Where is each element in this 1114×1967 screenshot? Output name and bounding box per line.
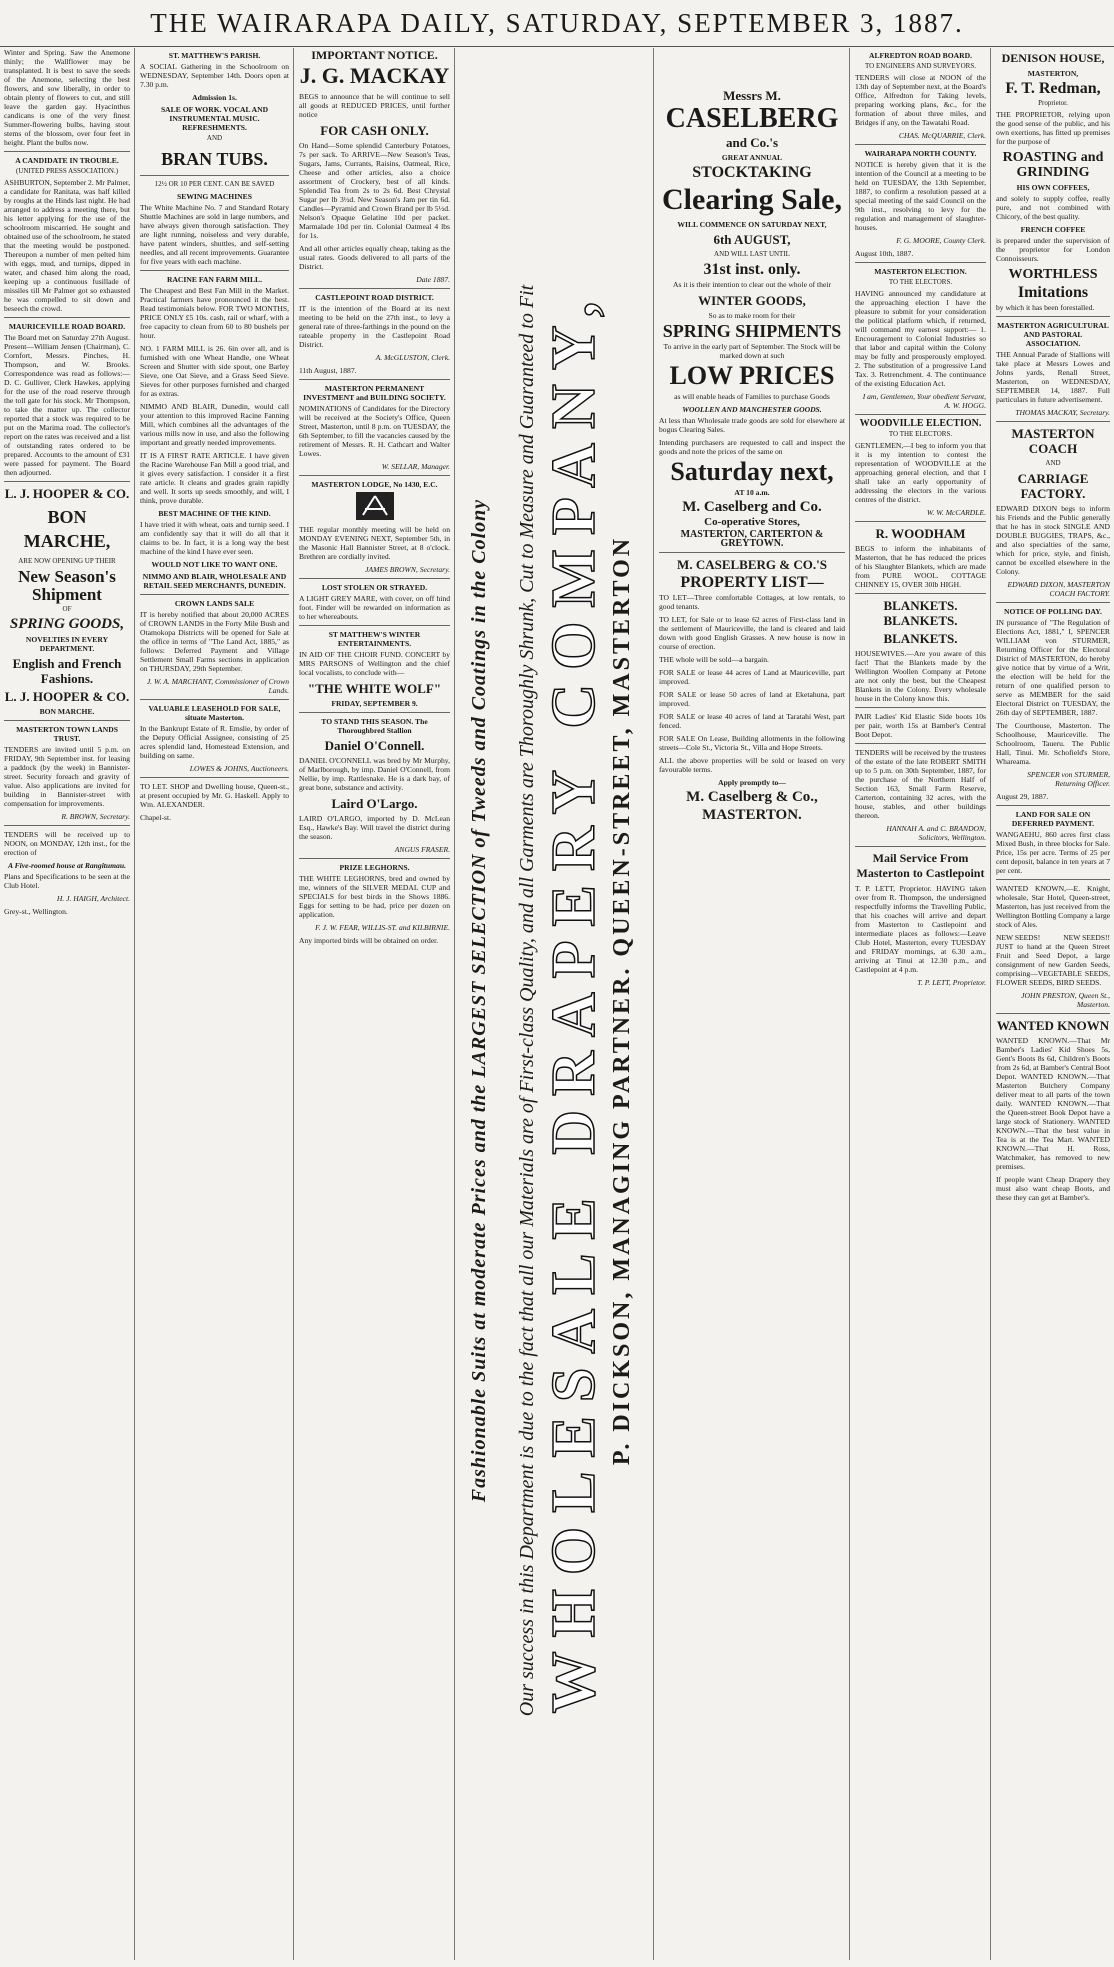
notice-title: IMPORTANT NOTICE.: [311, 48, 438, 62]
notice-body: WANTED KNOWN,—E. Knight, wholesale, Star Hotel, Queen-street, Masterton, has just received from the Wellington Bottling Company a large stock of Ales.: [996, 884, 1110, 929]
column-1: [0, 48, 135, 1960]
advert-text: NOVELTIES IN EVERY DEPARTMENT.: [25, 635, 109, 653]
advert-subtitle: BEST MACHINE OF THE KIND.: [158, 509, 271, 518]
advert-body: NIMMO AND BLAIR, Dunedin, would call your attention to this improved Racine Fanning Mill, which combines all the advantages of the various mills now in use, and also the following important and greatly needed improvements.: [140, 402, 289, 447]
advert-text: AND: [1045, 459, 1061, 467]
column-footer: Any imported birds will be obtained on order.: [299, 936, 439, 945]
advert-body: THE PROPRIETOR, relying upon the good sense of the public, and his own exertions, has fitted up premises for the purpose of: [996, 110, 1110, 146]
advert-date: Date 1887.: [416, 275, 450, 284]
notice-body: LAIRD O'LARGO, imported by D. McLean Esq., Hawke's Bay. Will travel the district during the season.: [299, 814, 450, 841]
advert-text: SPRING GOODS,: [9, 616, 125, 632]
notice-title: PRIZE LEGHORNS.: [339, 863, 410, 872]
advert-signature: NIMMO AND BLAIR, WHOLESALE AND RETAIL SEED MERCHANTS, DUNEDIN.: [142, 572, 287, 590]
notice-body: TENDERS are invited until 5 p.m. on FRIDAY, 9th September inst. for leasing a paddock (by the week) in Bannister-street. Security foreach and gravity of value. Also applications are invited for building in Bannister-street with compensation for improvements.: [4, 745, 130, 808]
advert-subtitle: WOULD NOT LIKE TO WANT ONE.: [151, 560, 278, 569]
advert-body: HOUSEWIVES.—Are you aware of this fact! That the Blankets made by the Wellington Woollen Company at Petone are not only the best, but the Cheapest Blankets in the Colony. Every wholesale house in the Colony know this.: [855, 649, 986, 703]
notice-subtitle: Daniel O'Connell.: [324, 738, 425, 753]
column-7: [992, 48, 1114, 1960]
advert-text: AT 10 a.m.: [734, 488, 770, 497]
advert-text: L. J. HOOPER & CO.: [4, 689, 130, 704]
notice-title: MASTERTON AGRICULTURAL AND PASTORAL ASSOCIATION.: [997, 321, 1109, 348]
seeds-heading-right: NEW SEEDS!!: [1063, 933, 1110, 942]
notice-body: In the Bankrupt Estate of R. Emslie, by order of the Deputy Official Assignee, consisting of 25 acres splendid land, Homestead Extension, and building on same.: [140, 724, 289, 760]
notice-text: Admission 1s.: [192, 93, 237, 102]
advert-headline: Clearing Sale,: [662, 183, 842, 216]
advert-body: T. P. LETT, Proprietor. HAVING taken over from R. Thompson, the undersigned respectfully informs the Travelling Public, that his coaches will arrive and depart from Masterton to Castlepoint and intermediate places as follows:—Leave Club Hotel, Masterton, every TUESDAY and FRIDAY mornings, at 6.30 a.m., arriving at Tinui at 12.30 p.m., and Castlepoint at 4 p.m.: [855, 884, 986, 974]
notice-signature: CHAS. McQUARRIE, Clerk.: [898, 131, 986, 140]
advert-headline: WORTHLESS: [1008, 267, 1098, 282]
advert-text: English and French Fashions.: [12, 656, 122, 686]
notice-title: MASTERTON LODGE, No 1430, E.C.: [311, 480, 438, 489]
advert-body: JUST to hand at the Queen Street Fruit and Seed Depot, a large consignment of new Garden Seeds, comprising—VEGETABLE SEEDS, FLOWER SEEDS, BIRD SEEDS.: [996, 942, 1110, 987]
notice-title: CASTLEPOINT ROAD DISTRICT.: [315, 293, 434, 302]
advert-headline: Saturday next,: [670, 457, 834, 486]
advert-title: Mail Service From Masterton to Castlepoint: [856, 851, 985, 880]
property-item: TO LET—Three comfortable Cottages, at low rentals, to good tenants.: [659, 593, 845, 611]
notice-body: IN AID OF THE CHOIR FUND. CONCERT by MRS PARSONS of Wellington and the chief local vocalists, to conclude with—: [299, 650, 450, 677]
notice-body: A SOCIAL Gathering in the Schoolroom on WEDNESDAY, September 14th. Doors open at 7.30 p.m.: [140, 62, 289, 89]
advert-title: L. J. HOOPER & CO.: [4, 486, 130, 501]
advert-body: and solely to supply coffee, really pure, and not combined with Chicory, of the best quality.: [996, 194, 1110, 221]
property-item: FOR SALE or lease 50 acres of land at Eketahuna, part improved.: [659, 690, 845, 708]
notice-date: 11th August, 1887.: [299, 366, 357, 375]
property-item: ALL the above properties will be sold or leased on very favourable terms.: [659, 756, 845, 774]
advert-body: BEGS to announce that he will continue to sell all goods at REDUCED PRICES, until further notice: [299, 92, 450, 119]
advert-title: RACINE FAN FARM MILL.: [166, 275, 263, 284]
notice-title: MASTERTON ELECTION.: [874, 267, 967, 276]
advert-subtitle: PROPERTY LIST—: [680, 574, 824, 591]
advert-signature: T. P. LETT, Proprietor.: [917, 978, 986, 987]
notice-title: NOTICE OF POLLING DAY.: [1004, 607, 1102, 616]
advert-headline: WHOLESALE DRAPERY COMPANY,: [540, 287, 609, 1714]
notice-title: ST. MATTHEW'S PARISH.: [168, 51, 261, 60]
advert-text: OF: [62, 605, 72, 613]
seeds-heading-left: NEW SEEDS!: [996, 933, 1041, 942]
advert-body: IT IS A FIRST RATE ARTICLE. I have given the Racine Warehouse Fan Mill a good trial, and it gives every satisfaction. I consider it a first rate article. It cleans and grades grain rapidly and well. It sorts up seeds smoothly, and will, I think, prove durable.: [140, 451, 289, 505]
notice-signature: A. McGLUSTON, Clerk.: [375, 353, 450, 362]
advert-text: MASTERTON, CARTERTON & GREYTOWN.: [680, 529, 824, 549]
notice-signature: J. W. A. MARCHANT, Commissioner of Crown Lands.: [146, 677, 289, 695]
advert-title: DENISON HOUSE,: [1001, 51, 1105, 65]
advert-signature: JOHN PRESTON, Queen St., Masterton.: [1021, 991, 1110, 1009]
notice-title: CROWN LANDS SALE: [174, 599, 255, 608]
advert-text: Apply promptly to—: [718, 778, 786, 787]
notice-body: TENDERS will close at NOON of the 13th day of September next, at the Board's Office, Alfredton for Taking levels, preparing working plans, &c., for the formation of about three miles, and Bridges if any, on the Tawatahi Road.: [855, 73, 986, 127]
masonic-emblem-icon: [299, 491, 450, 523]
article-title: A CANDIDATE IN TROUBLE.: [15, 156, 119, 165]
notice-body: TENDERS will be received up to NOON, on MONDAY, 12th inst., for the erection of: [4, 830, 130, 857]
advert-body: BEGS to inform the inhabitants of Masterton, that he has reduced the prices of his Slaughter Blankets, which are made from PURE WOOL. COTTAGE CHINNEY 15, OVER 30lb HIGH.: [855, 544, 986, 589]
advert-signature: EDWARD DIXON, MASTERTON COACH FACTORY.: [1007, 580, 1110, 598]
notice-body: NOMINATIONS of Candidates for the Directory will be received at the Society's Office, Queen Street, Masterton, until 8 p.m. on TUESDAY, the 6th September, to fill the vacancies caused by the retirement of Messrs. R. H. Cathcart and Walter Lowes.: [299, 404, 450, 458]
advert-text: 12½ OR 10 PER CENT. CAN BE SAVED: [154, 180, 275, 188]
notice-signature: JAMES BROWN, Secretary.: [365, 565, 450, 574]
advert-title: SEWING MACHINES: [177, 192, 252, 201]
notice-signature: SPENCER von STURMER, Returning Officer.: [1027, 770, 1110, 788]
advert-text: AND WILL LAST UNTIL: [714, 250, 790, 258]
notice-signature: THOMAS MACKAY, Secretary.: [1015, 408, 1110, 417]
advert-title: BLANKETS.: [883, 631, 958, 646]
advert-text: FRENCH COFFEE: [1020, 225, 1086, 234]
advert-title: F. T. Redman,: [1005, 80, 1101, 97]
notice-title: LOST STOLEN OR STRAYED.: [321, 583, 428, 592]
notice-title: MASTERTON TOWN LANDS TRUST.: [16, 725, 118, 743]
column-2: [136, 48, 294, 1960]
advert-subtitle: FOR CASH ONLY.: [320, 123, 429, 138]
advert-body: by which it has been forestalled.: [996, 303, 1095, 312]
advert-title: CASELBERG: [665, 103, 839, 134]
advert-text: STOCKTAKING: [692, 164, 812, 181]
advert-title: R. WOODHAM: [875, 526, 966, 541]
column-3: [295, 48, 455, 1960]
notice-signature: R. BROWN, Secretary.: [61, 812, 130, 821]
advert-text: SPRING SHIPMENTS: [662, 321, 842, 341]
notice-body: THE regular monthly meeting will be held on MONDAY EVENING NEXT, September 5th, in the Masonic Hall Bannister Street, at 8 o'clock. Brethren are cordially invited.: [299, 525, 450, 561]
advert-text: as will enable heads of Families to purchase Goods: [674, 392, 830, 401]
notice-body: THE Annual Parade of Stallions will take place at Messrs Lowes and Johns yards, Renall Street, Masterton, on WEDNESDAY, SEPTEMBER 14, 1887. Full particulars in future advertisement.: [996, 350, 1110, 404]
advert-text: WOOLLEN AND MANCHESTER GOODS.: [682, 405, 822, 414]
notice-signature: W. SELLAR, Manager.: [381, 462, 450, 471]
advert-text: and Co.'s: [725, 135, 779, 150]
notice-title: ALFREDTON ROAD BOARD.: [868, 51, 973, 60]
advert-title: J. G. MACKAY: [299, 63, 450, 88]
gardening-article: Winter and Spring. Saw the Anemone thinly; the Wallflower may be transplanted. It is best to save the seeds of the Anemone, selecting the best flowers, and sow liberally, in order to obtain plenty of flowers to cut, and still leave the garden gay. Hyacinthus candicans is one of the very finest Summer-flowering bulbs, having stout stems of the blossom, over four feet in height. Plant the bulbs now.: [4, 48, 130, 147]
column-5: [655, 48, 850, 1960]
rotated-advert: [456, 48, 646, 1953]
advert-text: Shipment: [32, 585, 102, 604]
notice-body: GENTLEMEN,—I beg to inform you that it is my intention to contest the representation of WOODVILLE at the approaching general election, and that I shall take an early opportunity of addressing the electors in the various centres of the district.: [855, 441, 986, 504]
advert-text: MASTERTON,: [1027, 69, 1079, 78]
advert-body: EDWARD DIXON begs to inform his Friends and the Public generally that he has in stock SINGLE AND DOUBLE BUGGIES, TRAPS, &c., and also specialties of the same, which for price, style, and finish, cannot be excelled elsewhere in the Colony.: [996, 504, 1110, 576]
notice-title: TO STAND THIS SEASON. The Thoroughbred Stallion: [321, 717, 428, 735]
advert-line: Fashionable Suits at moderate Prices and the LARGEST SELECTION of Tweeds and Coatings in the Colony: [468, 498, 491, 1503]
notice-text: SALE OF WORK. VOCAL AND INSTRUMENTAL MUSIC. REFRESHMENTS.: [160, 105, 269, 132]
notice-signature: F. J. W. FEAR, WILLIS-ST. and KILBIRNIE.: [315, 923, 450, 932]
advert-title: MASTERTON COACH: [1011, 426, 1095, 456]
notice-body: IT is the intention of the Board at its next meeting to be held on the 27th inst., to levy a general rate of three-farthings in the pound on the rateable property in the Castlepoint Road District.: [299, 304, 450, 349]
notice-body: IT is hereby notified that about 20,000 ACRES of CROWN LANDS in the Forty Mile Bush and Otamokopa Districts will be opened for Sale at the office in terms of "The Land Act, 1885," as follows: Deferred Payment and Village Settlement Small Farms sections in application on THURSDAY, 29th September.: [140, 610, 289, 673]
notice-signature: F. G. MOORE, County Clerk.: [896, 236, 986, 245]
column-footer: If people want Cheap Drapery they must also want cheap Boots, and these they can get at Bamber's.: [996, 1175, 1110, 1202]
advert-text: GREAT ANNUAL: [721, 153, 783, 162]
notice-text: "THE WHITE WOLF": [307, 681, 442, 696]
notice-body: The Courthouse, Masterton. The Schoolhouse, Mauriceville. The Schoolroom, Taueru. The Public Hall, Tinui. Mr. Schofield's Store, Whareama.: [996, 721, 1110, 766]
notice-subtitle: TO THE ELECTORS.: [888, 430, 953, 438]
notice-date: August 29, 1887.: [996, 792, 1049, 801]
notice-body: WANTED KNOWN.—That Mr Bamber's Ladies' Kid Shoes 5s, Gent's Boots 8s 6d, Children's Boots from 2s 6d, at Bamber's Central Boot Depot. WANTED KNOWN.—That Masterton Butchery Company deliver meat to all parts of the town daily. WANTED KNOWN.—That the Queen-street Book Depot have a large stock of Stationery. WANTED KNOWN.—That the best value in Tea is at the Tea Mart. WANTED KNOWN.—That H. Ross, Watchmaker, has removed to new premises.: [996, 1036, 1110, 1171]
notice-subtitle: TO THE ELECTORS.: [888, 278, 953, 286]
article-body: ASHBURTON, September 2. Mr Palmer, a candidate for Ranitata, was half killed by roughs at the Hinds last night. He had arranged to address a meeting there, but his letter applying for the use of the schoolroom miscarried. He sought and obtained use of the schoolroom, he stated that the meeting would be postponed. Thereupon a number of men pelted him with eggs, mud, and turnips, dipped in water, and chased him along the road, keeping up a continuous fusillade of missiles till Mr Palmer got so exhausted he was compelled to sit down and beseech the crowd.: [4, 178, 130, 313]
notice-title: VALUABLE LEASEHOLD FOR SALE, situate Masterton.: [148, 704, 281, 722]
notice-signature: ANGUS FRASER.: [394, 845, 450, 854]
notice-body: WANGAEHU, 860 acres first class Mixed Bush, in three blocks for Sale. Price, 15s per acre. Terms of 25 per cent deposit, balance in ten years at 7 per cent.: [996, 830, 1110, 875]
advert-text: Proprietor.: [1038, 99, 1068, 107]
advert-text: As it is their intention to clear out the whole of their: [673, 280, 831, 289]
advert-store: BON MARCHE,: [23, 507, 111, 551]
notice-body: IN pursuance of "The Regulation of Elections Act, 1881," I, SPENCER WILLIAM von STURMER, Returning Officer for the Electoral District of MASTERTON, do hereby give notice that by virtue of a Writ, the election will be held for the return of one qualified person to serve as MEMBER for the said Electoral District on TUESDAY, the 26th day of SEPTEMBER, 1887.: [996, 618, 1110, 717]
advert-text: HIS OWN COFFEES,: [1016, 183, 1090, 192]
notice-subtitle: Laird O'Largo.: [331, 796, 418, 811]
notice-text: BRAN TUBS.: [161, 149, 268, 169]
advert-body: I have tried it with wheat, oats and turnip seed. I am confidently say that it will do all that it claims to be. In fact, it is a long way the best machine of the kind I have ever seen.: [140, 520, 289, 556]
advert-headline: ROASTING and GRINDING: [1002, 150, 1104, 180]
notice-body: A LIGHT GREY MARE, with cover, on off hind foot. Finder will be rewarded on information as to her whereabouts.: [299, 594, 450, 621]
advert-text: To arrive in the early part of September. The Stock will be marked down at such: [663, 342, 841, 360]
notice-title: MASTERTON PERMANENT INVESTMENT and BUILDING SOCIETY.: [303, 384, 446, 402]
advert-headline: LOW PRICES: [669, 361, 835, 390]
advert-body: PAIR Ladies' Kid Elastic Side boots 10s per pair, worth 15s at Bamber's Central Boot Depot.: [855, 712, 986, 739]
notice-body: THE WHITE LEGHORNS, bred and owned by me, winners of the SILVER MEDAL CUP and SPECIALS for best birds in the Shows 1886. Eggs for setting to be had, price per dozen on application.: [299, 874, 450, 919]
column-footer: Grey-st., Wellington.: [4, 907, 68, 916]
advert-title: M. CASELBERG & CO.'S: [677, 557, 827, 572]
notice-body: TO LET. SHOP and Dwelling house, Queen-st., at present occupied by Mr. G. Haskell. Apply to Wm. ALEXANDER.: [140, 782, 289, 809]
advert-text: Messrs M.: [723, 88, 781, 103]
advert-text: WINTER GOODS,: [698, 293, 806, 308]
masthead: THE WAIRARAPA DAILY, SATURDAY, SEPTEMBER 3, 1887.: [0, 0, 1114, 47]
notice-title: WOODVILLE ELECTION.: [859, 418, 982, 429]
advert-text: WILL COMMENCE ON SATURDAY NEXT,: [677, 220, 827, 229]
notice-signature: HANNAH A. and C. BRANDON, Solicitors, Wellington.: [886, 824, 986, 842]
article-title: MAURICEVILLE ROAD BOARD.: [8, 322, 126, 331]
notice-title: A Five-roomed house at Rangitumau.: [8, 861, 126, 870]
advert-title: CARRIAGE FACTORY.: [1017, 471, 1089, 501]
property-item: FOR SALE On Lease, Building allotments in the following streets—Cole St., Victoria St., Villa and Hope Streets.: [659, 734, 845, 752]
advert-body: The White Machine No. 7 and Standard Rotary Shuttle Machines are sold in large numbers, and have always given thorough satisfaction. They are light running, noiseless and very durable, have patent winders, shuttles, and self-setting needles, and all recent improvements. Guarantee for five years with each machine.: [140, 203, 289, 266]
advert-text: At less than Wholesale trade goods are sold for elsewhere at bogus Clearing Sales.: [659, 416, 845, 434]
advert-body: On Hand—Some splendid Canterbury Potatoes, 7s per sack. To ARRIVE—New Season's Teas, Sugars, Jams, Currants, Raisins, Oatmeal, Rice, Cheese and other articles, also a choice assortment of Crockery, best of all kinds. Splendid Tea from 2s to 2s 6d. Best Chrystal Sugar per lb 3½d. New Season's Jam per tin 6d. Candles—Pyramid and Crown Brand per lb 5½d. Nelson's Opaque Gelatine 10d per packet. Marmalade 10d per tin. Colonial Oatmeal 4 lbs for 1s.: [299, 141, 450, 240]
advert-footer: P. DICKSON, MANAGING PARTNER. QUEEN-STREET, MASTERTON: [608, 535, 635, 1466]
property-item: FOR SALE or lease 44 acres of Land at Mauriceville, part improved.: [659, 668, 845, 686]
advert-line: Our success in this Department is due to the fact that all our Materials are of First-class Quality, and all Garments are Thoroughly Shrunk, Cut to Measure and Guaranteed to Fit: [515, 284, 538, 1717]
article-body: The Board met on Saturday 27th August. Present—William Jensen (Chairman), C. Cornfort, Messrs. Pinches, H. Thompson, and W. Brooks. Correspondence was read as follows:—D. C. Gulliver, Clerk Hawkes, applying for the use of the road reserve through the toll gate for his stock. Mr Thompson, to take the matter up. The collector reported that a stock was required to be put on the Marima road. The collector's report on the rates was received and a list of outstanding rates ordered to be prepared. Accounts to the amount of £31 were passed for payment. The Board then adjourned.: [4, 333, 130, 477]
advert-title: BLANKETS. BLANKETS.: [883, 598, 958, 628]
advert-text: M. Caselberg & Co.,: [686, 789, 818, 805]
notice-body: TENDERS will be received by the trustees of the estate of the late ROBERT SMITH up to 5 p.m. on 30th September, 1887, for the purchase of the Northern Half of Section 163, Small Farm Reserve, Carterton, containing 32 acres, with the house, stables, and other buildings thereon.: [855, 748, 986, 820]
notice-signature: LOWES & JOHNS, Auctioneers.: [189, 764, 289, 773]
notice-title: LAND FOR SALE ON DEFERRED PAYMENT.: [1011, 810, 1095, 828]
property-item: THE whole will be sold—a bargain.: [659, 655, 769, 664]
advert-text: New Season's: [18, 567, 116, 586]
column-6: [851, 48, 991, 1960]
notice-body: HAVING announced my candidature at the approaching election I have the pleasure to submit for your consideration the political platform which, if returned, will command my earnest support:— 1. Encouragement to Colonial Industries so that labor and capital within the Colony may be fully and prosperously employed. 2. The substitution of a progressive Land Tax. 3. Retrenchment. 4. The continuance of the existing Education Act.: [855, 289, 986, 388]
advert-body: And all other articles equally cheap, taking as the usual rates. Goods delivered to all parts of the District.: [299, 244, 450, 271]
advert-text: BON MARCHE.: [39, 707, 95, 716]
notice-signature: W. W. McCARDLE.: [926, 508, 986, 517]
seeds-heading: [996, 933, 1110, 942]
advert-text: MASTERTON.: [702, 807, 802, 823]
advert-text: Co-operative Stores,: [704, 516, 800, 528]
advert-text: ARE NOW OPENING UP THEIR: [18, 557, 116, 565]
notice-title: ST MATTHEW'S WINTER ENTERTAINMENTS.: [328, 630, 421, 648]
property-item: FOR SALE or lease 40 acres of land at Taratahi West, part fenced.: [659, 712, 845, 730]
notice-signature: H. J. HAIGH, Architect.: [56, 894, 130, 903]
advert-text: 6th AUGUST,: [713, 232, 791, 247]
advert-body: NO. 1 FARM MILL is 26. 6in over all, and is furnished with one Wheat Handle, one Wheat Screen and Shutter with side spout, one Barley Sieve, one Oat Sieve, and a Grass Seed Sieve. Sieves for other purposes furnished and charged for as extras.: [140, 344, 289, 398]
advert-text: So as to make room for their: [708, 311, 796, 320]
property-item: TO LET, for Sale or to lease 62 acres of First-class land in the settlement of Mauriceville, the land is cleared and laid down with good English Grasses. A new house is now in course of erection.: [659, 615, 845, 651]
advert-text: M. Caselberg and Co.: [682, 499, 822, 515]
notice-title: WANTED KNOWN: [996, 1018, 1110, 1033]
notice-body: Plans and Specifications to be seen at the Club Hotel.: [4, 872, 130, 890]
notice-title: WAIRARAPA NORTH COUNTY.: [864, 149, 977, 158]
article-source: (UNITED PRESS ASSOCIATION.): [15, 167, 119, 175]
notice-date: August 10th, 1887.: [855, 249, 914, 258]
notice-body: DANIEL O'CONNELL was bred by Mr Murphy, of Marlborough, by imp. Daniel O'Connell, from Nellie, by imp. Rattlesnake. He is a dark bay, of great bone, substance and activity.: [299, 756, 450, 792]
notice-body: NOTICE is hereby given that it is the intention of the Council at a meeting to be held on TUESDAY, the 13th September, 1887, to confirm a resolution passed at a special meeting of the said Council on the 9th inst., resolving to levy for the regulation and management of slaughter-houses.: [855, 160, 986, 232]
notice-date: FRIDAY, SEPTEMBER 9.: [331, 699, 418, 708]
notice-subtitle: TO ENGINEERS AND SURVEYORS.: [865, 62, 976, 70]
notice-signature: I am, Gentlemen, Your obedient Servant, A. W. HOGG.: [862, 392, 986, 410]
notice-text: AND: [206, 134, 223, 142]
column-footer: Chapel-st.: [140, 813, 172, 822]
advert-body: is prepared under the supervision of the proprietor for London Connoisseurs.: [996, 236, 1110, 263]
advert-text: 31st inst. only.: [703, 261, 801, 278]
column-4-rotated-advert: [456, 48, 654, 1960]
advert-body: The Cheapest and Best Fan Mill in the Market. Practical farmers have pronounced it the best. Read testimonials below. FOR TWO MONTHS, PRICE ONLY £5 10s. cash, rail or wharf, with a free capacity to clean from 60 to 80 bushels per hour.: [140, 286, 289, 340]
advert-headline: Imitations: [1017, 284, 1089, 301]
advert-text: Intending purchasers are requested to call and inspect the goods and note the prices of the same on: [659, 438, 845, 456]
